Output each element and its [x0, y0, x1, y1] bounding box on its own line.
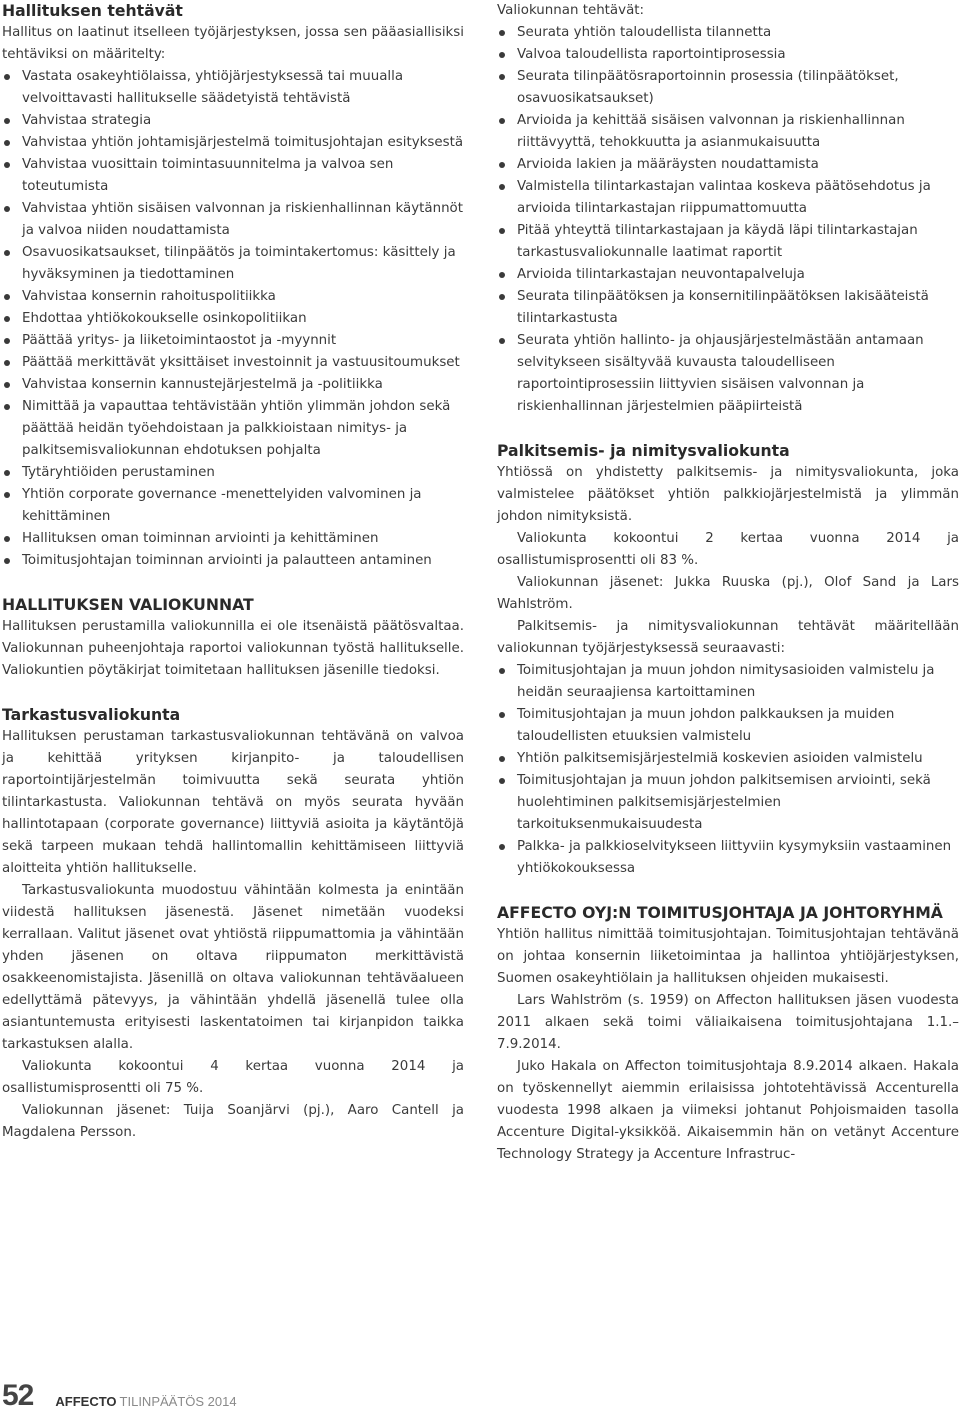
list-item: Ehdottaa yhtiökokoukselle osinkopolitiikan — [2, 308, 464, 330]
committees-text: Hallituksen perustamilla valiokunnilla ei ole itsenäistä päätösvaltaa. Valiokunnan puheenjohtaja raportoi valiokunnan työstä hallitukselle. Valiokuntien pöytäkirjat toimitetaan hallituksen jäsenille tiedoksi. — [2, 619, 464, 678]
list-item: Toimitusjohtajan ja muun johdon palkitsemisen arviointi, sekä huolehtiminen palkitsemisjärjestelmien tarkoituksenmukaisuudesta — [497, 770, 959, 836]
remuneration-paragraph-3: Valiokunnan jäsenet: Jukka Ruuska (pj.), Olof Sand ja Lars Wahlström. — [497, 575, 959, 612]
remuneration-committee-heading: Palkitsemis- ja nimitysvaliokunta — [497, 441, 790, 460]
list-item: Yhtiön corporate governance -menettelyiden valvominen ja kehittäminen — [2, 484, 464, 528]
audit-tasks-label: Valiokunnan tehtävät: — [497, 3, 645, 18]
list-item: Yhtiön palkitsemisjärjestelmiä koskevien asioiden valmistelu — [497, 748, 959, 770]
board-tasks-heading: Hallituksen tehtävät — [2, 1, 183, 20]
list-item: Nimittää ja vapauttaa tehtävistään yhtiön ylimmän johdon sekä päättää heidän työehdoistaan ja palkkioistaan nimitys- ja palkitsemisvaliokunnan ehdotuksen pohjalta — [2, 396, 464, 462]
remuneration-paragraph-2: Valiokunta kokoontui 2 kertaa vuonna 2014 ja osallistumisprosentti oli 83 %. — [497, 531, 959, 568]
list-item: Tytäryhtiöiden perustaminen — [2, 462, 464, 484]
ceo-paragraph-3: Juko Hakala on Affecton toimitusjohtaja 8.9.2014 alkaen. Hakala on työskennellyt aiemmin erilaisissa johtotehtävissä Accenturella vuodesta 1998 alkaen ja viimeksi johtanut Pohjoismaiden tasolla Accenture Digital-yksikköä. Aikaisemmin hän on vetänyt Accenture Technology Strategy ja Accenture Infrastruc- — [497, 1059, 959, 1162]
list-item: Päättää merkittävät yksittäiset investoinnit ja vastuusitoumukset — [2, 352, 464, 374]
list-item: Seurata tilinpäätöksen ja konsernitilinpäätöksen lakisääteistä tilintarkastusta — [497, 286, 959, 330]
list-item: Vahvistaa strategia — [2, 110, 464, 132]
list-item: Toimitusjohtajan ja muun johdon nimitysasioiden valmistelu ja heidän seuraajiensa kartoittaminen — [497, 660, 959, 704]
list-item: Valvoa taloudellista raportointiprosessia — [497, 44, 959, 66]
list-item: Arvioida ja kehittää sisäisen valvonnan ja riskienhallinnan riittävyyttä, tehokkuutta ja asianmukaisuutta — [497, 110, 959, 154]
board-tasks-intro: Hallitus on laatinut itselleen työjärjestyksen, jossa sen pääasiallisiksi tehtäviksi on määritelty: — [2, 25, 464, 62]
list-item: Arvioida tilintarkastajan neuvontapalveluja — [497, 264, 959, 286]
audit-committee-heading: Tarkastusvaliokunta — [2, 705, 181, 724]
audit-paragraph-2: Tarkastusvaliokunta muodostuu vähintään kolmesta ja enintään viidestä hallituksen jäsenestä. Jäsenet nimetään vuodeksi kerrallaan. Valitut jäsenet ovat yhtiöstä riippumattomia ja vähintään yhden jäsenen on oltava riippumaton merkittävistä osakkeenomistajista. Jäsenillä on oltava valiokunnan tehtäväalueen edellyttämä pätevyys, ja vähintään yhdellä jäsenellä tulee olla asiantuntemusta erityisesti laskentatoimen tai kirjanpidon taikka tarkastuksen alalla. — [2, 883, 464, 1052]
list-item: Toimitusjohtajan ja muun johdon palkkauksen ja muiden taloudellisten etuuksien valmistelu — [497, 704, 959, 748]
list-item: Vastata osakeyhtiölaissa, yhtiöjärjestyksessä tai muualla velvoittavasti hallitukselle säädetyistä tehtävistä — [2, 66, 464, 110]
board-tasks-list — [2, 66, 464, 572]
list-item: Vahvistaa konsernin rahoituspolitiikka — [2, 286, 464, 308]
list-item: Arvioida lakien ja määräysten noudattamista — [497, 154, 959, 176]
page-footer — [2, 1377, 237, 1411]
remuneration-tasks-list — [497, 660, 959, 880]
footer-brand-name: AFFECTO — [55, 1394, 117, 1409]
remuneration-paragraph-4: Palkitsemis- ja nimitysvaliokunnan tehtävät määritellään valiokunnan työjärjestyksessä seuraavasti: — [497, 619, 959, 656]
right-column — [497, 0, 959, 1166]
audit-paragraph-1: Hallituksen perustaman tarkastusvaliokunnan tehtävänä on valvoa ja kehittää yrityksen kirjanpito- ja taloudellisen raportointijärjestelmän toimivuutta sekä seurata yhtiön tilintarkastusta. Valiokunnan tehtävä on myös seurata hyvään hallintotapaan (corporate governance) liittyviä asioita ja käytäntöjä sekä tarpeen mukaan tehdä hallintomallin kehittämiseen liittyviä aloitteita yhtiön hallitukselle. — [2, 729, 464, 876]
left-column — [2, 0, 464, 1144]
ceo-paragraph-2: Lars Wahlström (s. 1959) on Affecton hallituksen jäsen vuodesta 2011 alkaen sekä toimi väliaikaisena toimitusjohtajana 1.1.–7.9.2014. — [497, 993, 959, 1052]
list-item: Toimitusjohtajan toiminnan arviointi ja palautteen antaminen — [2, 550, 464, 572]
list-item: Hallituksen oman toiminnan arviointi ja kehittäminen — [2, 528, 464, 550]
footer-publication-title: TILINPÄÄTÖS 2014 — [119, 1394, 237, 1409]
list-item: Vahvistaa konsernin kannustejärjestelmä ja -politiikka — [2, 374, 464, 396]
ceo-paragraph-1: Yhtiön hallitus nimittää toimitusjohtajan. Toimitusjohtajan tehtävänä on johtaa konsernin liiketoimintaa ja hallintoa yhtiöjärjestyksen, Suomen osakeyhtiölain ja hallituksen ohjeiden mukaisesti. — [497, 927, 959, 986]
footer-publication — [55, 1394, 236, 1411]
list-item: Osavuosikatsaukset, tilinpäätös ja toimintakertomus: käsittely ja hyväksyminen ja tiedottaminen — [2, 242, 464, 286]
list-item: Päättää yritys- ja liiketoimintaostot ja -myynnit — [2, 330, 464, 352]
audit-paragraph-3: Valiokunta kokoontui 4 kertaa vuonna 2014 ja osallistumisprosentti oli 75 %. — [2, 1059, 464, 1096]
list-item: Pitää yhteyttä tilintarkastajaan ja käydä läpi tilintarkastajan tarkastusvaliokunnalle laatimat raportit — [497, 220, 959, 264]
list-item: Vahvistaa yhtiön sisäisen valvonnan ja riskienhallinnan käytännöt ja valvoa niiden noudattamista — [2, 198, 464, 242]
remuneration-paragraph-1: Yhtiössä on yhdistetty palkitsemis- ja nimitysvaliokunta, joka valmistelee päätökset yhtiön palkkiojärjestelmistä ja ylimmän johdon nimityksistä. — [497, 465, 959, 524]
audit-paragraph-4: Valiokunnan jäsenet: Tuija Soanjärvi (pj.), Aaro Cantell ja Magdalena Persson. — [2, 1103, 464, 1140]
audit-tasks-list — [497, 22, 959, 418]
ceo-heading: AFFECTO OYJ:N TOIMITUSJOHTAJA JA JOHTORYHMÄ — [497, 903, 943, 922]
list-item: Vahvistaa vuosittain toimintasuunnitelma ja valvoa sen toteutumista — [2, 154, 464, 198]
list-item: Palkka- ja palkkioselvitykseen liittyviin kysymyksiin vastaaminen yhtiökokouksessa — [497, 836, 959, 880]
committees-heading: HALLITUKSEN VALIOKUNNAT — [2, 595, 254, 614]
list-item: Vahvistaa yhtiön johtamisjärjestelmä toimitusjohtajan esityksestä — [2, 132, 464, 154]
list-item: Seurata yhtiön taloudellista tilannetta — [497, 22, 959, 44]
list-item: Valmistella tilintarkastajan valintaa koskeva päätösehdotus ja arvioida tilintarkastajan riippumattomuutta — [497, 176, 959, 220]
list-item: Seurata yhtiön hallinto- ja ohjausjärjestelmästään antamaan selvitykseen sisältyvää kuvausta taloudelliseen raportointiprosessiin liittyvien sisäisen valvonnan ja riskienhallinnan järjestelmien pääpiirteistä — [497, 330, 959, 418]
list-item: Seurata tilinpäätösraportoinnin prosessia (tilinpäätökset, osavuosikatsaukset) — [497, 66, 959, 110]
page-number: 52 — [2, 1379, 34, 1412]
